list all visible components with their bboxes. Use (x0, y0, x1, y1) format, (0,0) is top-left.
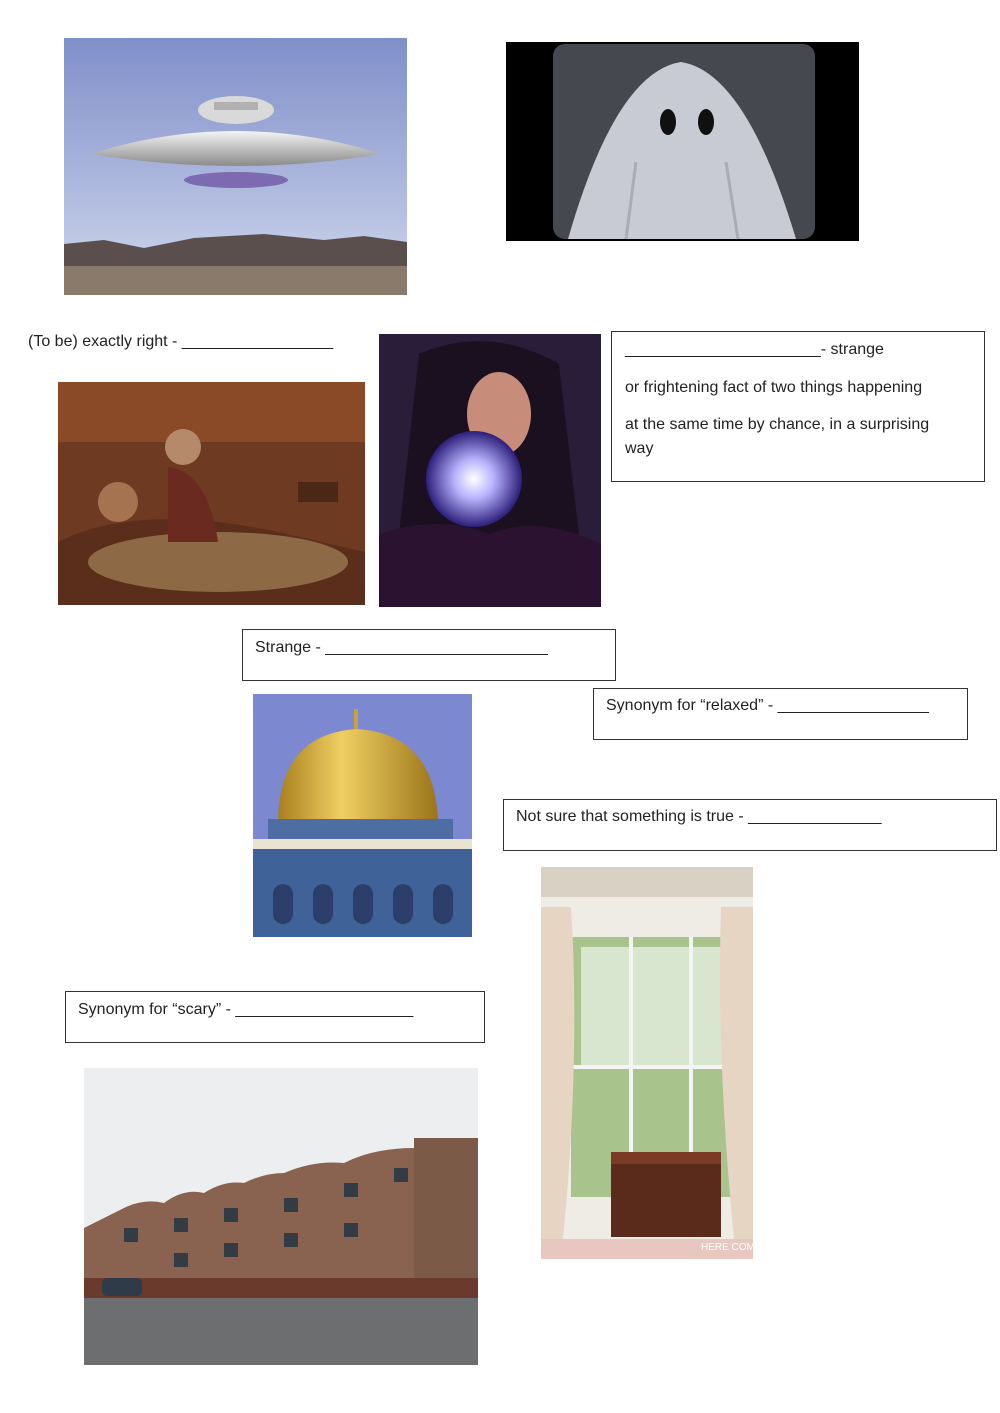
ufo-picture (64, 38, 407, 295)
relaxed-prompt-box (593, 688, 968, 740)
relaxed-prompt: Synonym for “relaxed” - _________________ (606, 697, 929, 714)
strange-prompt-box (242, 629, 616, 681)
healer-picture (58, 382, 365, 605)
dome-building-picture (253, 694, 472, 937)
scary-prompt: Synonym for “scary” - ____________________ (78, 1001, 414, 1018)
not-sure-prompt-box (503, 799, 997, 851)
not-sure-prompt: Not sure that something is true - _______________ (516, 808, 882, 825)
coincidence-definition-box (611, 331, 985, 482)
photo-watermark: HERE COMES (701, 1242, 769, 1253)
exactly-right-prompt: (To be) exactly right - _________________ (28, 333, 334, 350)
coincidence-line-2: or frightening fact of two things happening (625, 379, 923, 396)
scary-prompt-box (65, 991, 485, 1043)
ghost-picture (506, 42, 859, 241)
strange-prompt: Strange - _________________________ (255, 639, 548, 656)
housing-estate-picture (84, 1068, 478, 1365)
fortune-teller-picture (379, 334, 601, 607)
coincidence-line-4: way (625, 440, 654, 457)
coincidence-line-1: ______________________- strange (625, 341, 884, 358)
coincidence-line-3: at the same time by chance, in a surprising (625, 416, 930, 433)
porch-window-picture (541, 867, 769, 1259)
